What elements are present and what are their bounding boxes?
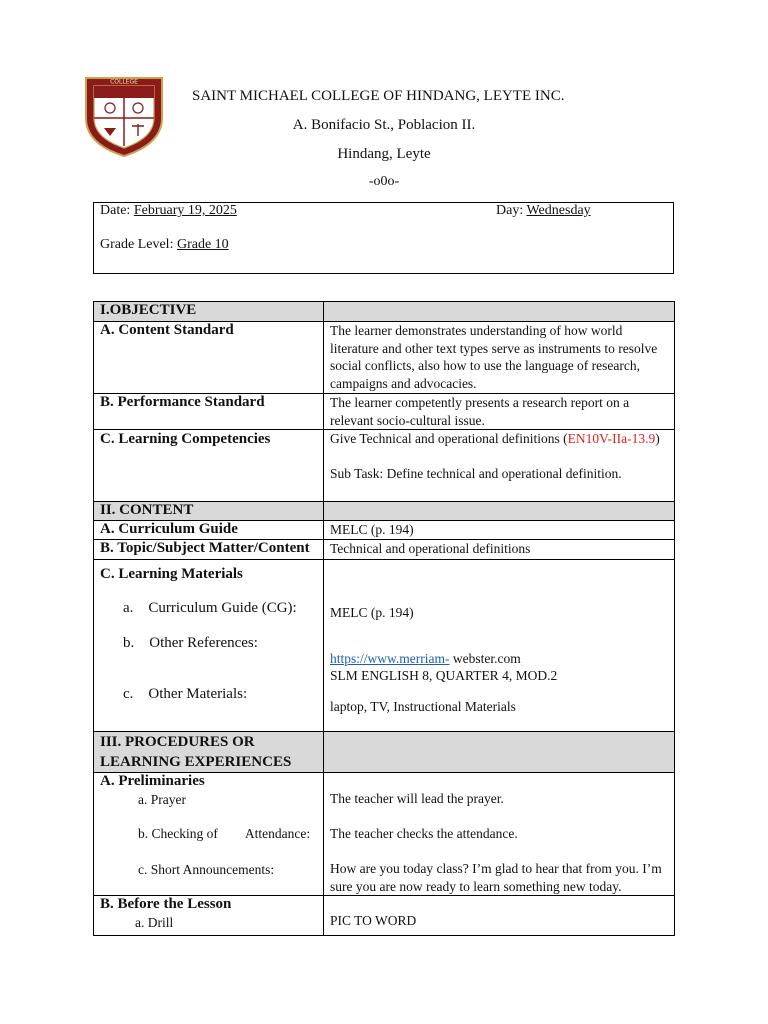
curriculum-guide-label: A. Curriculum Guide bbox=[94, 521, 324, 540]
drill-label: a. Drill bbox=[135, 914, 174, 930]
learning-materials-cell bbox=[94, 560, 324, 732]
table-row bbox=[94, 322, 675, 394]
grade-level-field: Grade Level: Grade 10 bbox=[100, 237, 229, 252]
competency-code: EN10V-IIa-13.9 bbox=[567, 431, 656, 446]
date-value: February 19, 2025 bbox=[133, 203, 237, 218]
performance-standard-label: B. Performance Standard bbox=[94, 394, 324, 430]
learning-materials-values bbox=[324, 560, 675, 732]
topic-text: Technical and operational definitions bbox=[324, 540, 675, 560]
competencies-cell: Give Technical and operational definitions (EN10V-IIa-13.9) Sub Task: Define technical and operational definition. bbox=[324, 430, 675, 502]
content-standard-label: A. Content Standard bbox=[94, 322, 324, 394]
slm-reference: SLM ENGLISH 8, QUARTER 4, MOD.2 bbox=[330, 668, 558, 683]
svg-text:COLLEGE: COLLEGE bbox=[110, 78, 138, 86]
announcements-label: c. Short Announcements: bbox=[138, 861, 275, 877]
other-references-label: b. Other References: bbox=[123, 635, 258, 651]
attendance-label: b. Checking of Attendance: bbox=[138, 826, 311, 841]
school-address: A. Bonifacio St., Poblacion II. bbox=[292, 117, 476, 133]
references-line: https://www.merriam- webster.com bbox=[330, 650, 521, 666]
other-materials-label: c. Other Materials: bbox=[123, 685, 248, 702]
drill-text: PIC TO WORD bbox=[330, 913, 417, 928]
preliminaries-label: A. Preliminaries bbox=[100, 773, 205, 789]
table-row bbox=[94, 521, 675, 540]
school-town: Hindang, Leyte bbox=[337, 146, 431, 162]
objective-heading: I.OBJECTIVE bbox=[94, 302, 324, 322]
before-lesson-label: B. Before the Lesson bbox=[100, 896, 232, 912]
learning-materials-label: C. Learning Materials bbox=[100, 566, 243, 582]
table-row bbox=[94, 430, 675, 502]
table-row bbox=[94, 896, 675, 936]
announcements-text: How are you today class? I’m glad to hear that from you. I’m sure you are now ready to learn something new today. bbox=[330, 861, 662, 894]
table-row bbox=[94, 560, 675, 732]
table-row bbox=[94, 502, 675, 521]
other-materials-text: laptop, TV, Instructional Materials bbox=[330, 698, 516, 714]
drill-cell bbox=[324, 896, 675, 936]
day-field: Day: Wednesday bbox=[496, 203, 591, 218]
procedures-heading: III. PROCEDURES OR LEARNING EXPERIENCES bbox=[94, 732, 324, 773]
cg-text: MELC (p. 194) bbox=[330, 605, 414, 620]
table-row bbox=[94, 394, 675, 430]
day-value: Wednesday bbox=[526, 203, 591, 218]
preliminaries-values bbox=[324, 773, 675, 896]
merriam-webster-link[interactable]: https://www.merriam- bbox=[330, 650, 450, 666]
attendance-text: The teacher checks the attendance. bbox=[330, 825, 518, 841]
cg-label: a. Curriculum Guide (CG): bbox=[123, 599, 297, 616]
grade-level-value: Grade 10 bbox=[176, 237, 229, 252]
date-field: Date: February 19, 2025 bbox=[100, 203, 237, 218]
subtask-text: Sub Task: Define technical and operational definition. bbox=[330, 465, 622, 481]
content-heading: II. CONTENT bbox=[94, 502, 324, 521]
curriculum-guide-text: MELC (p. 194) bbox=[324, 521, 675, 540]
prayer-text: The teacher will lead the prayer. bbox=[330, 791, 504, 806]
prayer-label: a. Prayer bbox=[138, 791, 186, 807]
header-separator: -o0o- bbox=[368, 174, 400, 189]
table-row bbox=[94, 540, 675, 560]
performance-standard-text: The learner competently presents a research report on a relevant socio-cultural issue. bbox=[324, 394, 675, 430]
topic-label: B. Topic/Subject Matter/Content bbox=[94, 540, 324, 560]
lesson-plan-table bbox=[93, 301, 675, 936]
table-row bbox=[94, 773, 675, 896]
lesson-info-box bbox=[93, 202, 674, 274]
school-name: SAINT MICHAEL COLLEGE OF HINDANG, LEYTE INC. bbox=[192, 88, 565, 104]
content-standard-text: The learner demonstrates understanding of how world literature and other text types serve as instruments to resolve social conflicts, also how to use the language of research, campaigns and advocacies. bbox=[324, 322, 675, 394]
table-row bbox=[94, 302, 675, 322]
table-row bbox=[94, 732, 675, 773]
competencies-label: C. Learning Competencies bbox=[94, 430, 324, 502]
before-lesson-cell bbox=[94, 896, 324, 936]
preliminaries-cell bbox=[94, 773, 324, 896]
